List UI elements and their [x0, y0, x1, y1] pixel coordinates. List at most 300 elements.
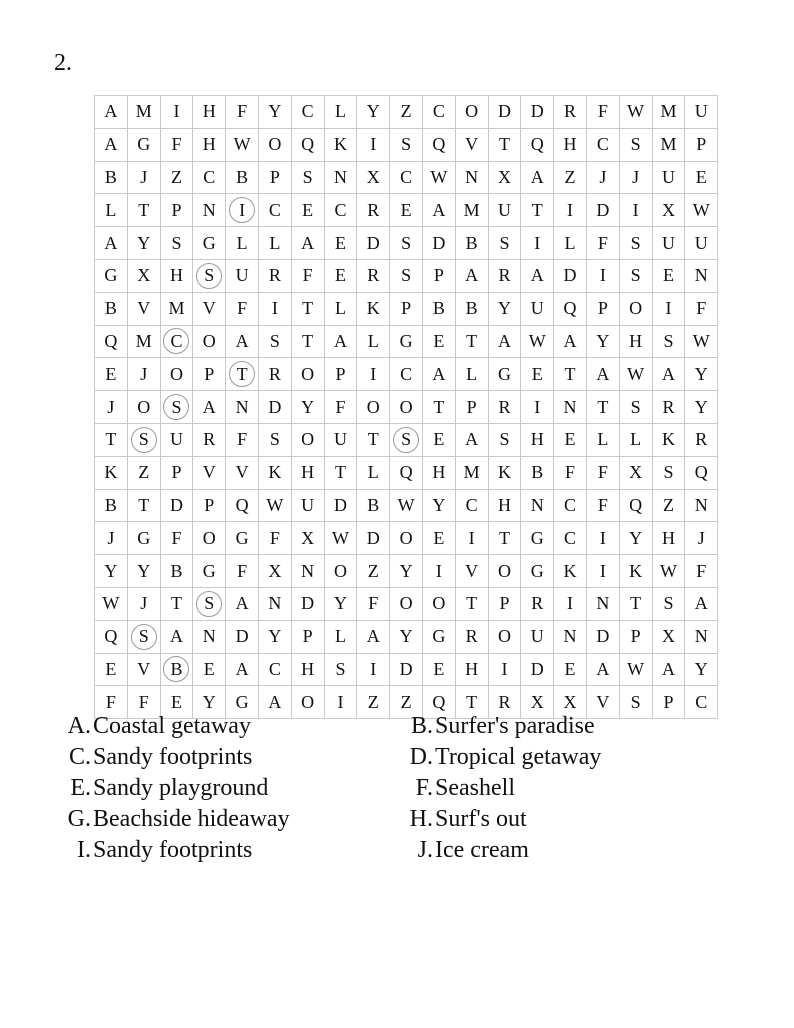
grid-cell[interactable]: T	[127, 194, 160, 227]
grid-cell[interactable]: P	[324, 358, 357, 391]
grid-cell[interactable]: S	[291, 161, 324, 194]
grid-cell[interactable]: V	[193, 456, 226, 489]
grid-cell[interactable]: N	[193, 194, 226, 227]
grid-cell[interactable]: E	[652, 259, 685, 292]
grid-cell[interactable]: A	[652, 653, 685, 686]
grid-cell[interactable]: G	[521, 522, 554, 555]
grid-cell[interactable]: I	[586, 555, 619, 588]
grid-cell[interactable]: A	[258, 686, 291, 719]
grid-cell[interactable]: E	[324, 259, 357, 292]
grid-cell[interactable]: D	[586, 620, 619, 653]
grid-cell[interactable]: F	[127, 686, 160, 719]
option-f[interactable]	[402, 775, 515, 802]
grid-cell[interactable]: L	[324, 620, 357, 653]
grid-cell[interactable]: M	[652, 128, 685, 161]
grid-cell[interactable]: T	[554, 358, 587, 391]
grid-cell[interactable]: D	[258, 391, 291, 424]
grid-cell[interactable]: X	[521, 686, 554, 719]
grid-cell[interactable]: K	[357, 292, 390, 325]
grid-cell[interactable]: P	[291, 620, 324, 653]
grid-cell[interactable]: G	[193, 227, 226, 260]
grid-cell[interactable]: U	[291, 489, 324, 522]
grid-cell[interactable]: F	[586, 96, 619, 129]
grid-cell[interactable]: G	[422, 620, 455, 653]
grid-cell[interactable]: K	[652, 423, 685, 456]
grid-cell[interactable]: B	[521, 456, 554, 489]
grid-cell[interactable]: F	[324, 391, 357, 424]
grid-cell[interactable]: W	[390, 489, 423, 522]
grid-cell[interactable]: Y	[324, 587, 357, 620]
grid-cell[interactable]: D	[422, 227, 455, 260]
grid-cell[interactable]: I	[258, 292, 291, 325]
grid-cell[interactable]: N	[324, 161, 357, 194]
grid-cell[interactable]: Y	[586, 325, 619, 358]
grid-cell[interactable]: L	[586, 423, 619, 456]
grid-cell[interactable]: Y	[357, 96, 390, 129]
grid-cell[interactable]: O	[390, 587, 423, 620]
grid-cell[interactable]: Z	[160, 161, 193, 194]
grid-cell[interactable]: U	[652, 227, 685, 260]
grid-cell[interactable]: H	[554, 128, 587, 161]
grid-cell[interactable]: C	[390, 161, 423, 194]
grid-cell[interactable]: Q	[291, 128, 324, 161]
grid-cell[interactable]: P	[193, 358, 226, 391]
grid-cell[interactable]: T	[422, 391, 455, 424]
grid-cell[interactable]: Y	[258, 96, 291, 129]
grid-cell[interactable]: T	[488, 522, 521, 555]
grid-cell[interactable]: C	[586, 128, 619, 161]
grid-cell[interactable]: P	[455, 391, 488, 424]
grid-cell[interactable]: K	[554, 555, 587, 588]
grid-cell[interactable]: U	[685, 96, 718, 129]
grid-cell[interactable]: H	[291, 456, 324, 489]
grid-cell[interactable]: D	[160, 489, 193, 522]
grid-cell[interactable]: L	[455, 358, 488, 391]
grid-cell[interactable]: U	[226, 259, 259, 292]
grid-cell[interactable]: Q	[619, 489, 652, 522]
grid-cell[interactable]: W	[258, 489, 291, 522]
grid-cell[interactable]: A	[586, 653, 619, 686]
grid-cell[interactable]: D	[324, 489, 357, 522]
grid-cell[interactable]: H	[455, 653, 488, 686]
grid-cell[interactable]: X	[127, 259, 160, 292]
grid-cell[interactable]: S	[127, 423, 160, 456]
grid-cell[interactable]: O	[193, 522, 226, 555]
grid-cell[interactable]: T	[488, 128, 521, 161]
grid-cell[interactable]: Z	[390, 686, 423, 719]
grid-cell[interactable]: S	[488, 227, 521, 260]
grid-cell[interactable]: O	[422, 587, 455, 620]
grid-cell[interactable]: C	[390, 358, 423, 391]
grid-cell[interactable]: F	[226, 292, 259, 325]
grid-cell[interactable]: A	[685, 587, 718, 620]
option-b[interactable]	[402, 713, 595, 740]
grid-cell[interactable]: L	[554, 227, 587, 260]
grid-cell[interactable]: P	[390, 292, 423, 325]
grid-cell[interactable]: W	[95, 587, 128, 620]
grid-cell[interactable]: N	[685, 489, 718, 522]
grid-cell[interactable]: T	[586, 391, 619, 424]
grid-cell[interactable]: V	[455, 128, 488, 161]
grid-cell[interactable]: S	[258, 325, 291, 358]
grid-cell[interactable]: Y	[390, 620, 423, 653]
grid-cell[interactable]: N	[193, 620, 226, 653]
grid-cell[interactable]: E	[422, 653, 455, 686]
grid-cell[interactable]: Y	[127, 555, 160, 588]
grid-cell[interactable]: Q	[422, 686, 455, 719]
grid-cell[interactable]: W	[619, 653, 652, 686]
grid-cell[interactable]: A	[324, 325, 357, 358]
grid-cell[interactable]: E	[521, 358, 554, 391]
option-h[interactable]	[402, 806, 527, 833]
grid-cell[interactable]: I	[357, 128, 390, 161]
grid-cell[interactable]: L	[95, 194, 128, 227]
grid-cell[interactable]: Y	[193, 686, 226, 719]
option-i[interactable]	[60, 837, 252, 864]
grid-cell[interactable]: I	[422, 555, 455, 588]
grid-cell[interactable]: N	[685, 259, 718, 292]
grid-cell[interactable]: P	[422, 259, 455, 292]
grid-cell[interactable]: K	[488, 456, 521, 489]
grid-cell[interactable]: W	[324, 522, 357, 555]
grid-cell[interactable]: O	[619, 292, 652, 325]
grid-cell[interactable]: H	[488, 489, 521, 522]
grid-cell[interactable]: G	[193, 555, 226, 588]
grid-cell[interactable]: F	[685, 292, 718, 325]
grid-cell[interactable]: Q	[390, 456, 423, 489]
option-e[interactable]	[60, 775, 268, 802]
grid-cell[interactable]: H	[652, 522, 685, 555]
grid-cell[interactable]: Y	[685, 653, 718, 686]
grid-cell[interactable]: T	[455, 587, 488, 620]
grid-cell[interactable]: H	[521, 423, 554, 456]
grid-cell[interactable]: L	[258, 227, 291, 260]
grid-cell[interactable]: T	[324, 456, 357, 489]
grid-cell[interactable]: F	[554, 456, 587, 489]
grid-cell[interactable]: X	[291, 522, 324, 555]
grid-cell[interactable]: Y	[95, 555, 128, 588]
grid-cell[interactable]: T	[95, 423, 128, 456]
grid-cell[interactable]: U	[488, 194, 521, 227]
grid-cell[interactable]: A	[160, 620, 193, 653]
grid-cell[interactable]: B	[357, 489, 390, 522]
grid-cell[interactable]: X	[652, 620, 685, 653]
grid-cell[interactable]: W	[619, 358, 652, 391]
grid-cell[interactable]: K	[324, 128, 357, 161]
grid-cell[interactable]: O	[488, 555, 521, 588]
grid-cell[interactable]: X	[652, 194, 685, 227]
grid-cell[interactable]: G	[127, 522, 160, 555]
grid-cell[interactable]: M	[455, 194, 488, 227]
grid-cell[interactable]: Y	[390, 555, 423, 588]
option-j[interactable]	[402, 837, 529, 864]
grid-cell[interactable]: E	[390, 194, 423, 227]
grid-cell[interactable]: S	[619, 227, 652, 260]
grid-cell[interactable]: S	[390, 128, 423, 161]
option-d[interactable]	[402, 744, 601, 771]
grid-cell[interactable]: L	[619, 423, 652, 456]
grid-cell[interactable]: D	[521, 653, 554, 686]
grid-cell[interactable]: E	[422, 522, 455, 555]
grid-cell[interactable]: W	[685, 194, 718, 227]
grid-cell[interactable]: I	[488, 653, 521, 686]
grid-cell[interactable]: A	[422, 358, 455, 391]
grid-cell[interactable]: J	[127, 161, 160, 194]
grid-cell[interactable]: F	[226, 96, 259, 129]
grid-cell[interactable]: S	[160, 391, 193, 424]
grid-cell[interactable]: Q	[554, 292, 587, 325]
grid-cell[interactable]: Y	[291, 391, 324, 424]
grid-cell[interactable]: V	[127, 292, 160, 325]
grid-cell[interactable]: D	[226, 620, 259, 653]
grid-cell[interactable]: L	[357, 456, 390, 489]
grid-cell[interactable]: A	[586, 358, 619, 391]
grid-cell[interactable]: D	[521, 96, 554, 129]
grid-cell[interactable]: Z	[652, 489, 685, 522]
grid-cell[interactable]: O	[455, 96, 488, 129]
grid-cell[interactable]: A	[226, 653, 259, 686]
grid-cell[interactable]: D	[291, 587, 324, 620]
grid-cell[interactable]: A	[95, 96, 128, 129]
grid-cell[interactable]: Y	[422, 489, 455, 522]
grid-cell[interactable]: J	[95, 391, 128, 424]
grid-cell[interactable]: P	[586, 292, 619, 325]
grid-cell[interactable]: A	[95, 227, 128, 260]
grid-cell[interactable]: Q	[521, 128, 554, 161]
grid-cell[interactable]: N	[291, 555, 324, 588]
grid-cell[interactable]: D	[357, 227, 390, 260]
grid-cell[interactable]: W	[226, 128, 259, 161]
grid-cell[interactable]: T	[455, 686, 488, 719]
grid-cell[interactable]: C	[422, 96, 455, 129]
grid-cell[interactable]: O	[390, 522, 423, 555]
grid-cell[interactable]: A	[291, 227, 324, 260]
grid-cell[interactable]: O	[127, 391, 160, 424]
grid-cell[interactable]: W	[619, 96, 652, 129]
grid-cell[interactable]: G	[127, 128, 160, 161]
grid-cell[interactable]: V	[226, 456, 259, 489]
grid-cell[interactable]: F	[226, 423, 259, 456]
grid-cell[interactable]: R	[258, 259, 291, 292]
grid-cell[interactable]: D	[554, 259, 587, 292]
grid-cell[interactable]: S	[488, 423, 521, 456]
grid-cell[interactable]: O	[488, 620, 521, 653]
grid-cell[interactable]: R	[258, 358, 291, 391]
grid-cell[interactable]: P	[488, 587, 521, 620]
grid-cell[interactable]: W	[652, 555, 685, 588]
grid-cell[interactable]: Y	[488, 292, 521, 325]
grid-cell[interactable]: G	[226, 522, 259, 555]
grid-cell[interactable]: T	[521, 194, 554, 227]
grid-cell[interactable]: F	[258, 522, 291, 555]
grid-cell[interactable]: G	[390, 325, 423, 358]
grid-cell[interactable]: I	[652, 292, 685, 325]
grid-cell[interactable]: R	[554, 96, 587, 129]
grid-cell[interactable]: I	[586, 259, 619, 292]
grid-cell[interactable]: Z	[357, 555, 390, 588]
grid-cell[interactable]: S	[258, 423, 291, 456]
grid-cell[interactable]: U	[521, 620, 554, 653]
grid-cell[interactable]: C	[193, 161, 226, 194]
grid-cell[interactable]: D	[390, 653, 423, 686]
grid-cell[interactable]: E	[160, 686, 193, 719]
grid-cell[interactable]: U	[685, 227, 718, 260]
grid-cell[interactable]: F	[160, 522, 193, 555]
grid-cell[interactable]: W	[521, 325, 554, 358]
grid-cell[interactable]: S	[193, 259, 226, 292]
grid-cell[interactable]: F	[586, 456, 619, 489]
grid-cell[interactable]: K	[619, 555, 652, 588]
grid-cell[interactable]: T	[160, 587, 193, 620]
option-a[interactable]	[60, 713, 251, 740]
grid-cell[interactable]: E	[422, 325, 455, 358]
grid-cell[interactable]: R	[357, 194, 390, 227]
grid-cell[interactable]: F	[291, 259, 324, 292]
grid-cell[interactable]: R	[193, 423, 226, 456]
option-g[interactable]	[60, 806, 290, 833]
grid-cell[interactable]: D	[488, 96, 521, 129]
grid-cell[interactable]: P	[160, 194, 193, 227]
grid-cell[interactable]: A	[554, 325, 587, 358]
grid-cell[interactable]: M	[455, 456, 488, 489]
grid-cell[interactable]: I	[619, 194, 652, 227]
grid-cell[interactable]: V	[127, 653, 160, 686]
grid-cell[interactable]: F	[586, 489, 619, 522]
grid-cell[interactable]: Z	[357, 686, 390, 719]
grid-cell[interactable]: N	[685, 620, 718, 653]
grid-cell[interactable]: E	[324, 227, 357, 260]
grid-cell[interactable]: A	[226, 587, 259, 620]
grid-cell[interactable]: E	[95, 653, 128, 686]
grid-cell[interactable]: J	[95, 522, 128, 555]
grid-cell[interactable]: A	[455, 259, 488, 292]
option-c[interactable]	[60, 744, 252, 771]
grid-cell[interactable]: J	[586, 161, 619, 194]
grid-cell[interactable]: I	[554, 587, 587, 620]
grid-cell[interactable]: L	[357, 325, 390, 358]
grid-cell[interactable]: F	[685, 555, 718, 588]
grid-cell[interactable]: Q	[226, 489, 259, 522]
grid-cell[interactable]: O	[258, 128, 291, 161]
grid-cell[interactable]: H	[619, 325, 652, 358]
grid-cell[interactable]: U	[324, 423, 357, 456]
grid-cell[interactable]: C	[258, 653, 291, 686]
grid-cell[interactable]: O	[291, 358, 324, 391]
grid-cell[interactable]: I	[357, 358, 390, 391]
grid-cell[interactable]: R	[521, 587, 554, 620]
grid-cell[interactable]: H	[291, 653, 324, 686]
grid-cell[interactable]: F	[226, 555, 259, 588]
grid-cell[interactable]: I	[521, 227, 554, 260]
grid-cell[interactable]: S	[652, 587, 685, 620]
grid-cell[interactable]: B	[160, 653, 193, 686]
grid-cell[interactable]: X	[488, 161, 521, 194]
grid-cell[interactable]: S	[619, 686, 652, 719]
grid-cell[interactable]: S	[652, 325, 685, 358]
grid-cell[interactable]: N	[455, 161, 488, 194]
grid-cell[interactable]: C	[324, 194, 357, 227]
grid-cell[interactable]: S	[390, 423, 423, 456]
grid-cell[interactable]: B	[160, 555, 193, 588]
grid-cell[interactable]: M	[652, 96, 685, 129]
grid-cell[interactable]: O	[357, 391, 390, 424]
grid-cell[interactable]: N	[554, 620, 587, 653]
grid-cell[interactable]: A	[357, 620, 390, 653]
grid-cell[interactable]: Y	[685, 391, 718, 424]
grid-cell[interactable]: Q	[95, 325, 128, 358]
grid-cell[interactable]: A	[521, 161, 554, 194]
grid-cell[interactable]: A	[521, 259, 554, 292]
grid-cell[interactable]: U	[521, 292, 554, 325]
grid-cell[interactable]: L	[324, 292, 357, 325]
grid-cell[interactable]: N	[226, 391, 259, 424]
grid-cell[interactable]: G	[95, 259, 128, 292]
grid-cell[interactable]: R	[652, 391, 685, 424]
grid-cell[interactable]: A	[652, 358, 685, 391]
grid-cell[interactable]: N	[554, 391, 587, 424]
grid-cell[interactable]: V	[193, 292, 226, 325]
grid-cell[interactable]: I	[586, 522, 619, 555]
grid-cell[interactable]: Z	[554, 161, 587, 194]
grid-cell[interactable]: S	[390, 227, 423, 260]
grid-cell[interactable]: T	[226, 358, 259, 391]
grid-cell[interactable]: F	[586, 227, 619, 260]
grid-cell[interactable]: E	[685, 161, 718, 194]
grid-cell[interactable]: B	[422, 292, 455, 325]
grid-cell[interactable]: W	[422, 161, 455, 194]
grid-cell[interactable]: R	[488, 391, 521, 424]
grid-cell[interactable]: B	[226, 161, 259, 194]
grid-cell[interactable]: T	[455, 325, 488, 358]
grid-cell[interactable]: M	[127, 96, 160, 129]
grid-cell[interactable]: Y	[127, 227, 160, 260]
grid-cell[interactable]: O	[291, 423, 324, 456]
grid-cell[interactable]: B	[455, 227, 488, 260]
grid-cell[interactable]: R	[357, 259, 390, 292]
grid-cell[interactable]: P	[258, 161, 291, 194]
grid-cell[interactable]: S	[619, 259, 652, 292]
grid-cell[interactable]: H	[193, 96, 226, 129]
grid-cell[interactable]: A	[193, 391, 226, 424]
grid-cell[interactable]: Z	[127, 456, 160, 489]
grid-cell[interactable]: C	[554, 522, 587, 555]
grid-cell[interactable]: Y	[685, 358, 718, 391]
grid-cell[interactable]: F	[160, 128, 193, 161]
grid-cell[interactable]: O	[390, 391, 423, 424]
grid-cell[interactable]: I	[554, 194, 587, 227]
grid-cell[interactable]: E	[554, 423, 587, 456]
grid-cell[interactable]: O	[291, 686, 324, 719]
grid-cell[interactable]: X	[619, 456, 652, 489]
grid-cell[interactable]: O	[324, 555, 357, 588]
grid-cell[interactable]: B	[95, 292, 128, 325]
grid-cell[interactable]: Y	[619, 522, 652, 555]
grid-cell[interactable]: P	[652, 686, 685, 719]
grid-cell[interactable]: K	[258, 456, 291, 489]
grid-cell[interactable]: C	[455, 489, 488, 522]
grid-cell[interactable]: N	[258, 587, 291, 620]
grid-cell[interactable]: E	[422, 423, 455, 456]
grid-cell[interactable]: U	[652, 161, 685, 194]
grid-cell[interactable]: S	[160, 227, 193, 260]
grid-cell[interactable]: K	[95, 456, 128, 489]
grid-cell[interactable]: P	[160, 456, 193, 489]
grid-cell[interactable]: T	[291, 292, 324, 325]
grid-cell[interactable]: C	[160, 325, 193, 358]
grid-cell[interactable]: E	[291, 194, 324, 227]
grid-cell[interactable]: S	[127, 620, 160, 653]
grid-cell[interactable]: A	[455, 423, 488, 456]
